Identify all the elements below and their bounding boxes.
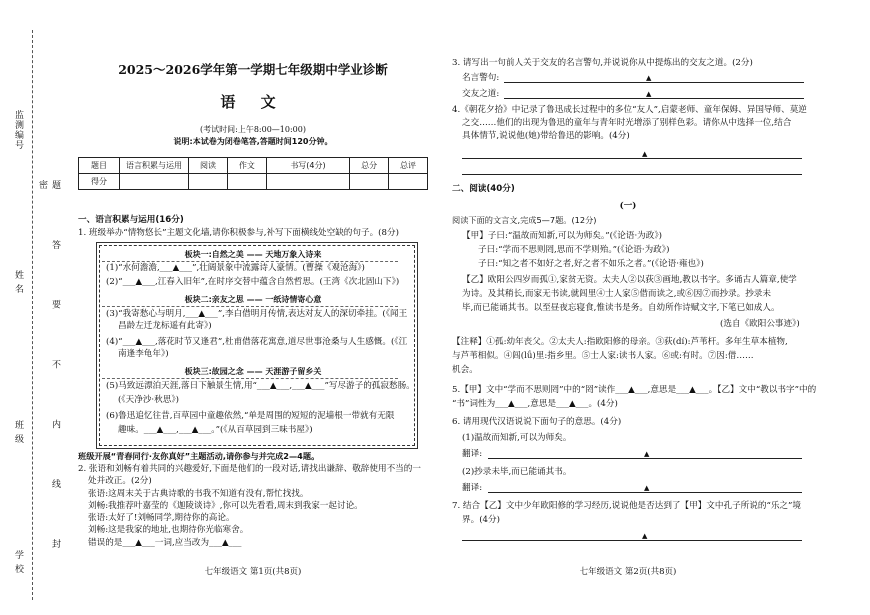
name-label: 姓 名 xyxy=(13,270,23,294)
q2-answer-line[interactable]: 错误的是___▲___一词,应当改为___▲___ xyxy=(88,538,242,548)
score-cell[interactable] xyxy=(189,174,228,190)
panel-divider xyxy=(102,378,398,379)
score-header: 阅读 xyxy=(189,158,228,174)
q3-label-way: 交友之道: xyxy=(462,89,500,99)
exam-time: (考试时间:上午8:00—10:00) xyxy=(200,125,306,134)
passage-yi: 【乙】欧阳公四岁而孤①,家贫无资。太夫人②以荻③画地,教以书字。多诵古人篇章,使学 xyxy=(462,275,797,285)
panel-divider xyxy=(102,306,398,307)
score-header: 书写(4分) xyxy=(266,158,349,174)
score-cell[interactable] xyxy=(227,174,266,190)
answer-marker: ▲ xyxy=(646,90,652,98)
section1-heading: 一、语言积累与运用(16分) xyxy=(78,215,184,225)
score-header: 题目 xyxy=(79,158,120,174)
passage-source: (选自《欧阳公事迹》) xyxy=(720,319,800,329)
q1-item-2: (2)“___▲___,江春入旧年”,在时序交替中蕴含自然哲思。(王湾《次北固山下》) xyxy=(106,277,400,287)
subject-title: 语 文 xyxy=(220,93,286,111)
answer-marker: ▲ xyxy=(646,74,652,82)
school-label: 学 校 xyxy=(13,550,23,574)
reading-intro: 阅读下面的文言文,完成5—7题。(12分) xyxy=(452,215,597,225)
score-cell[interactable] xyxy=(266,174,349,190)
panel1-title: 板块一:自然之美 —— 天地万象入诗来 xyxy=(184,250,322,259)
score-row-label: 得分 xyxy=(79,174,120,190)
lead-q2-4: 班级开展“青春同行·友你真好”主题活动,请你参与并完成2—4题。 xyxy=(78,451,320,461)
q7-stem: 7. 结合【乙】文中少年欧阳修的学习经历,说说他是否达到了【甲】文中孔子所说的“乐之”境 xyxy=(452,501,802,511)
q1-item-6: (6)鲁迅追忆往昔,百草园中童趣依然,“单是周围的短短的泥墙根一带就有无限 xyxy=(106,411,395,421)
panel2-title: 板块二:亲友之思 —— 一纸诗情寄心意 xyxy=(184,295,322,304)
q4-answer-line[interactable] xyxy=(462,174,802,175)
q1-item-3-source: 昌龄左迁龙标遥有此寄》) xyxy=(118,321,212,331)
q1-item-4: (4)“___▲___,落花时节又逢君”,杜甫借落花寓意,道尽世事沧桑与人生感慨。(《江 xyxy=(106,337,408,347)
score-cell[interactable] xyxy=(350,174,389,190)
q6-answer-line-1[interactable] xyxy=(488,458,802,459)
q7-answer-line[interactable] xyxy=(462,540,802,541)
score-table xyxy=(78,157,428,190)
binding-strip xyxy=(4,30,60,600)
page-2 xyxy=(452,0,817,615)
instructions: 说明:本试卷为闭卷笔答,答题时间120分钟。 xyxy=(173,137,333,146)
answer-marker: ▲ xyxy=(644,484,650,492)
q7-stem-cont: 界。(4分) xyxy=(462,515,500,525)
q6-sentence-2: (2)抄录未毕,而已能诵其书。 xyxy=(462,467,572,477)
page-1 xyxy=(78,0,428,615)
annotation: 与芦苇相似。④闾(lǘ)里:指乡里。⑤士人家:读书人家。⑥或:有时。⑦因:借…… xyxy=(452,351,754,361)
q5-stem[interactable]: 5.【甲】文中“学而不思则罔”中的“罔”读作___▲___,意思是___▲___。【乙】文中“教以书字”中的 xyxy=(452,385,817,395)
q1-item-5-source: (《天净沙·秋思》) xyxy=(118,395,179,405)
q3-answer-line-quote[interactable] xyxy=(504,82,804,83)
seal-notice: 题 答 要 不 内 线 封 密 xyxy=(37,180,60,573)
dialog-line: 刘畅:这是我家的地址,也期待你光临寒舍。 xyxy=(88,525,249,535)
q2-stem-cont: 处并改正。(2分) xyxy=(88,476,152,486)
answer-marker: ▲ xyxy=(642,532,648,540)
subsection-heading: (一) xyxy=(619,201,637,211)
panel3-title: 板块三:故园之念 —— 天涯游子留乡关 xyxy=(184,367,322,376)
seal-dashed-line xyxy=(32,30,33,600)
q2-stem: 2. 张语和刘畅有着共同的兴趣爱好,下面是他们的一段对话,请找出谦辞、敬辞使用不当的一 xyxy=(78,464,421,474)
q1-item-6-source: 趣味。___▲___,___▲___。”(《从百草园到三味书屋》) xyxy=(118,425,313,435)
dialog-line: 张语:这周末关于古典诗歌的书我不知道有没有,帮忙找找。 xyxy=(88,489,309,499)
q5-stem-cont[interactable]: “书”词性为___▲___,意思是___▲___。(4分) xyxy=(452,399,618,409)
dialog-line: 张语:太好了!刘畅同学,期待你的高论。 xyxy=(88,513,235,523)
score-header: 总评 xyxy=(389,158,428,174)
q1-item-3: (3)“我寄愁心与明月,___▲___”,李白借明月传情,表达对友人的深切牵挂。(《闻王 xyxy=(106,309,408,319)
exam-number-label: 监测编号 xyxy=(13,110,23,150)
q3-label-quote: 名言警句: xyxy=(462,73,500,83)
q6-sentence-1: (1)温故而知新,可以为师矣。 xyxy=(462,433,572,443)
page-footer: 七年级语文 第2页(共8页) xyxy=(579,567,677,577)
annotation: 【注释】①孤:幼年丧父。②太夫人:指欧阳修的母亲。③荻(dí):芦苇杆。多年生草本植物, xyxy=(452,337,788,347)
passage-yi: 为诗。及其稍长,而家无书读,就闾里④士人家⑤借而读之,或⑥因⑦而抄录。抄录未 xyxy=(462,289,771,299)
score-cell[interactable] xyxy=(120,174,189,190)
q6-translate-label: 翻译: xyxy=(462,483,483,493)
dialog-line: 刘畅:我推荐叶嘉莹的《迦陵谈诗》,你可以先看看,周末到我家一起讨论。 xyxy=(88,501,363,511)
passage-jia: 【甲】子曰:“温故而知新,可以为师矣。”(《论语·为政》) xyxy=(462,231,663,241)
q1-stem: 1. 班级举办“情物悠长”主题文化墙,请你积极参与,补写下面横线处空缺的句子。(8分) xyxy=(78,228,399,238)
section2-heading: 二、阅读(40分) xyxy=(452,184,515,194)
q4-stem-cont: 之交……他们的出现为鲁迅的童年与青年时光增添了别样色彩。请你从中选择一位,结合 xyxy=(462,118,792,128)
q6-stem: 6. 请用现代汉语说说下面句子的意思。(4分) xyxy=(452,417,622,427)
score-header: 语言积累与运用 xyxy=(120,158,189,174)
q3-answer-line-way[interactable] xyxy=(504,98,804,99)
q4-stem-cont: 具体情节,说说他(她)带给鲁迅的影响。(4分) xyxy=(462,131,630,141)
q1-item-5: (5)马致远漂泊天涯,落日下触景生情,用“___▲___,___▲___”写尽游子的孤寂愁肠。 xyxy=(106,381,415,391)
q6-translate-label: 翻译: xyxy=(462,449,483,459)
score-header: 作文 xyxy=(227,158,266,174)
q3-stem: 3. 请写出一句前人关于交友的名言警句,并说说你从中提炼出的交友之道。(2分) xyxy=(452,58,753,68)
class-label: 班 级 xyxy=(13,420,23,444)
annotation: 机会。 xyxy=(452,365,478,375)
q4-answer-line[interactable] xyxy=(462,158,802,159)
q1-item-1: (1)“水何澹澹,___▲___”,壮阔景象中流露诗人豪情。(曹操《观沧海》) xyxy=(106,263,365,273)
page-footer: 七年级语文 第1页(共8页) xyxy=(204,567,302,577)
q4-stem: 4.《朝花夕拾》中记录了鲁迅成长过程中的多位“友人”,启蒙老师、童年保姆、异国导师、莫逆 xyxy=(452,105,807,115)
answer-marker: ▲ xyxy=(642,150,648,158)
score-cell[interactable] xyxy=(389,174,428,190)
exam-title: 2025～2026学年第一学期七年级期中学业诊断 xyxy=(118,62,388,77)
passage-jia: 子曰:“学而不思则罔,思而不学则殆。”(《论语·为政》) xyxy=(478,245,670,255)
score-header: 总分 xyxy=(350,158,389,174)
q6-answer-line-2[interactable] xyxy=(488,492,802,493)
passage-jia: 子曰:“知之者不如好之者,好之者不如乐之者。”(《论语·雍也》) xyxy=(478,259,704,269)
q1-item-4-source: 南逢李龟年》) xyxy=(118,349,169,359)
answer-marker: ▲ xyxy=(644,450,650,458)
passage-yi: 毕,而已能诵其书。以至昼夜忘寝食,惟读书是务。自幼所作诗赋文字,下笔已如成人。 xyxy=(462,303,780,313)
